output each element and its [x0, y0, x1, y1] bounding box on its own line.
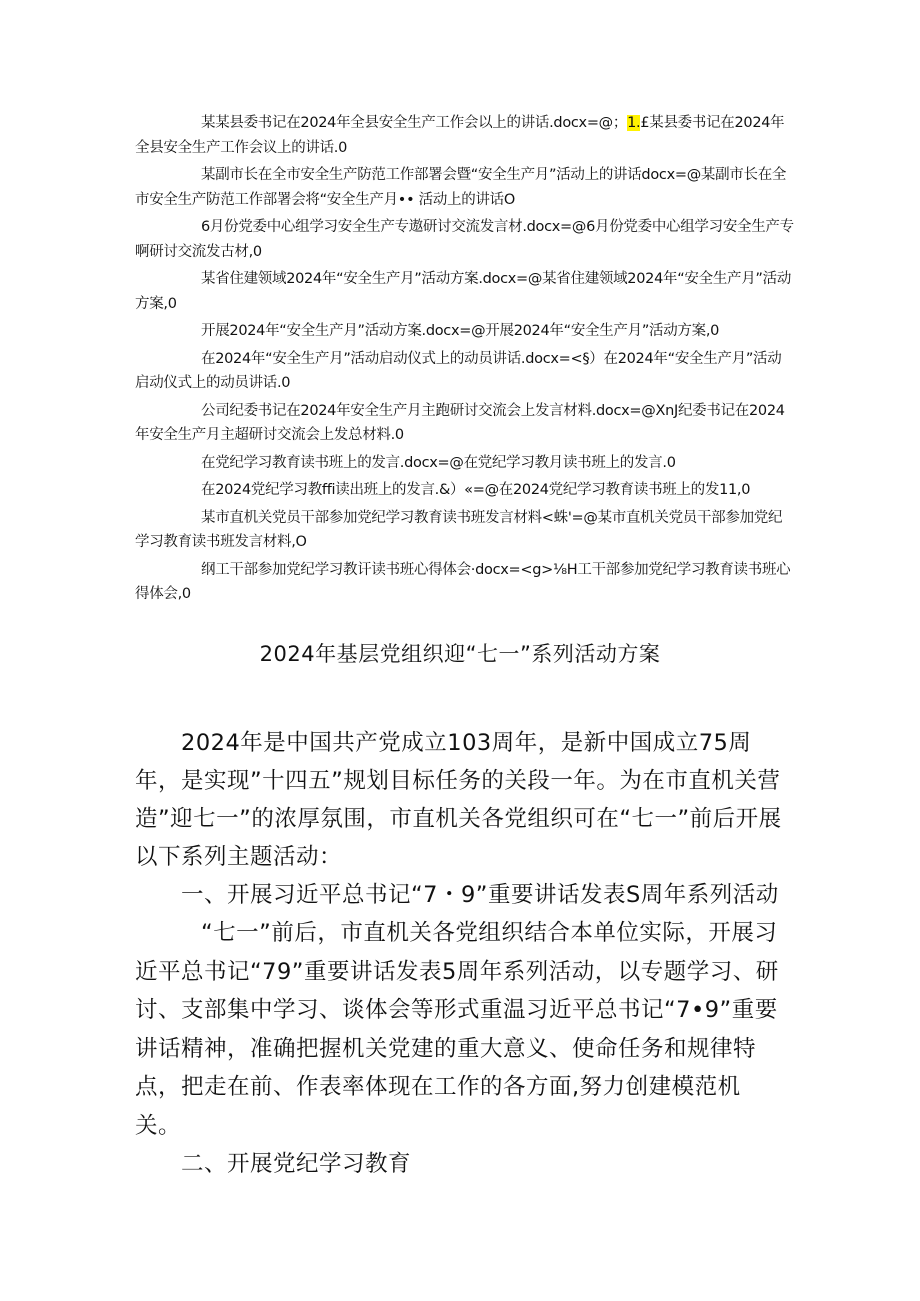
highlighted-text: 1.	[627, 115, 641, 131]
toc-entry[interactable]: 某市直机关党员干部参加党纪学习教育读书班发言材料<蛛'=@某市直机关党员干部参加党纪学习教育读书班发言材料,O	[135, 509, 783, 550]
toc-entry[interactable]: 某副市长在全市安全生产防范工作部署会暨“安全生产月”活动上的讲话docx=@某副市长在全市安全生产防范工作部署会将“安全生产月•• 活动上的讲话O	[135, 167, 787, 208]
section-heading-1: 一、开展习近平总书记“7・9”重要讲话发表S周年系列活动	[181, 882, 779, 908]
toc-entry[interactable]: 在2024年“安全生产月”活动启动仪式上的动员讲话.docx=<§）在2024年“安全生产月”活动启动仪式上的动员讲话.0	[135, 350, 782, 391]
section-1-paragraph: “七一”前后，市直机关各党组织结合本单位实际，开展习近平总书记“79”重要讲话发表5周年系列活动，以专题学习、研讨、支部集中学习、谈体会等形式重温习近平总书记“7•9”重要讲话精神，准确把握机关党建的重大意义、使命任务和规律特点，把走在前、作表率体现在工作的各方面,努力创建模范机关。	[135, 920, 779, 1139]
toc-entry[interactable]: 某省住建领域2024年“安全生产月”活动方案.docx=@某省住建领域2024年“安全生产月”活动方案,0	[135, 271, 792, 312]
toc-entry[interactable]: 纲工干部参加党纪学习教讦读书班心得体会·docx=<g>⅛H工干部参加党纪学习教育读书班心得体会,0	[135, 561, 791, 602]
document-body	[135, 724, 785, 1183]
toc-entry[interactable]: 某某县委书记在2024年全县安全生产工作会以上的讲话.docx=@；1.£某县委书记在2024年全县安全生产工作会议上的讲话.0	[135, 115, 785, 156]
toc-entry[interactable]: 开展2024年“安全生产月”活动方案.docx=@开展2024年“安全生产月”活动方案,0	[201, 323, 720, 339]
intro-paragraph: 2024年是中国共产党成立103周年，是新中国成立75周年，是实现”十四五”规划目标任务的关段一年。为在市直机关营造”迎七一”的浓厚氛围，市直机关各党组织可在“七一”前后开展以下系列主题活动：	[135, 730, 782, 870]
table-of-contents	[135, 111, 795, 610]
section-heading-2: 二、开展党纪学习教育	[181, 1151, 412, 1177]
toc-entry[interactable]: 在2024党纪学习教ffi读出班上的发言.&）«=@在2024党纪学习教育读书班上的发11,0	[201, 482, 751, 498]
toc-entry[interactable]: 公司纪委书记在2024年安全生产月主跑研讨交流会上发言材料.docx=@XnJ纪委书记在2024年安全生产月主超研讨交流会上发总材料.0	[135, 402, 785, 443]
document-title: 2024年基层党组织迎“七一”系列活动方案	[259, 642, 661, 666]
toc-entry[interactable]: 6月份党委中心组学习安全生产专遨研讨交流发言材.docx=@6月份党委中心组学习安全生产专啊研讨交流发古材,0	[135, 219, 794, 260]
toc-entry[interactable]: 在党纪学习教育读书班上的发言.docx=@在党纪学习教月读书班上的发言.0	[201, 454, 676, 471]
